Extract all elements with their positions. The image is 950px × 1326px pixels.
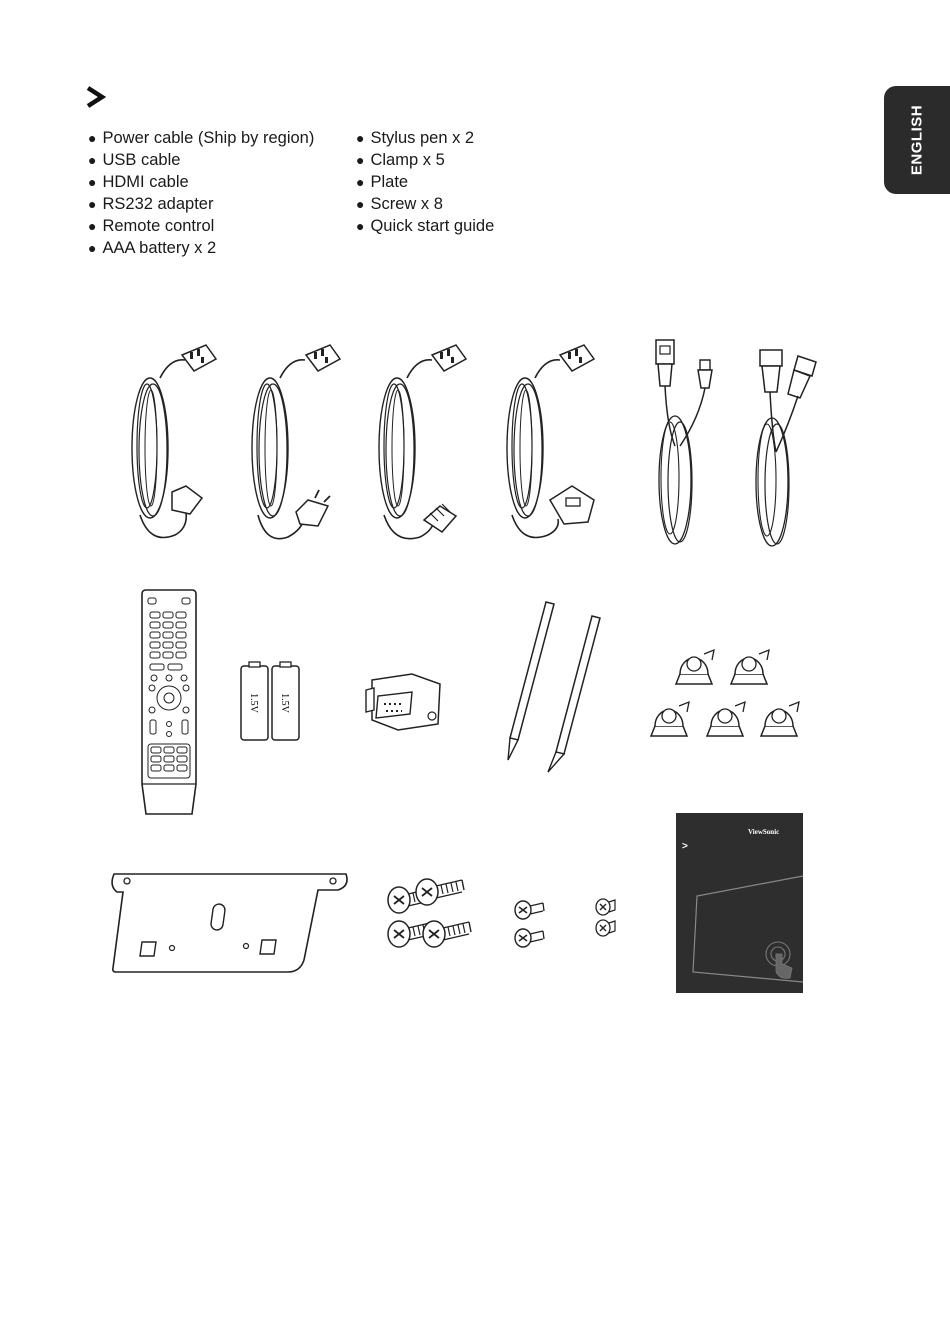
power-cable-uk-illustration [507,345,594,538]
list-item: ● RS232 adapter [88,193,314,215]
list-item: ● Plate [356,171,494,193]
list-item: ● Remote control [88,215,314,237]
list-item: ● HDMI cable [88,171,314,193]
list-item: ● Quick start guide [356,215,494,237]
power-cable-au-illustration [252,345,340,539]
stylus-pen-illustration [508,602,600,772]
power-cable-eu-illustration [132,345,216,538]
hdmi-cable-illustration [756,350,816,546]
list-item: ● Clamp x 5 [356,149,494,171]
battery-label: 1.5V [279,693,290,713]
language-tab-label: ENGLISH [908,104,926,176]
guide-brand: ViewSonic [748,828,780,836]
list-item: ● Stylus pen x 2 [356,127,494,149]
usb-cable-illustration [656,340,712,544]
aaa-battery-illustration [241,662,299,740]
battery-label: 1.5V [248,693,259,713]
list-item: ● AAA battery x 2 [88,237,314,259]
quick-start-guide-illustration [676,813,803,993]
remote-control-illustration [142,590,196,814]
list-item: ● USB cable [88,149,314,171]
rs232-adapter-illustration [366,674,440,730]
guide-chevron: > [682,841,688,852]
power-cable-us-illustration [379,345,466,539]
screw-illustration [388,879,615,947]
clamp-illustration [651,650,799,736]
list-item: ● Power cable (Ship by region) [88,127,314,149]
plate-illustration [112,874,347,972]
list-item: ● Screw x 8 [356,193,494,215]
